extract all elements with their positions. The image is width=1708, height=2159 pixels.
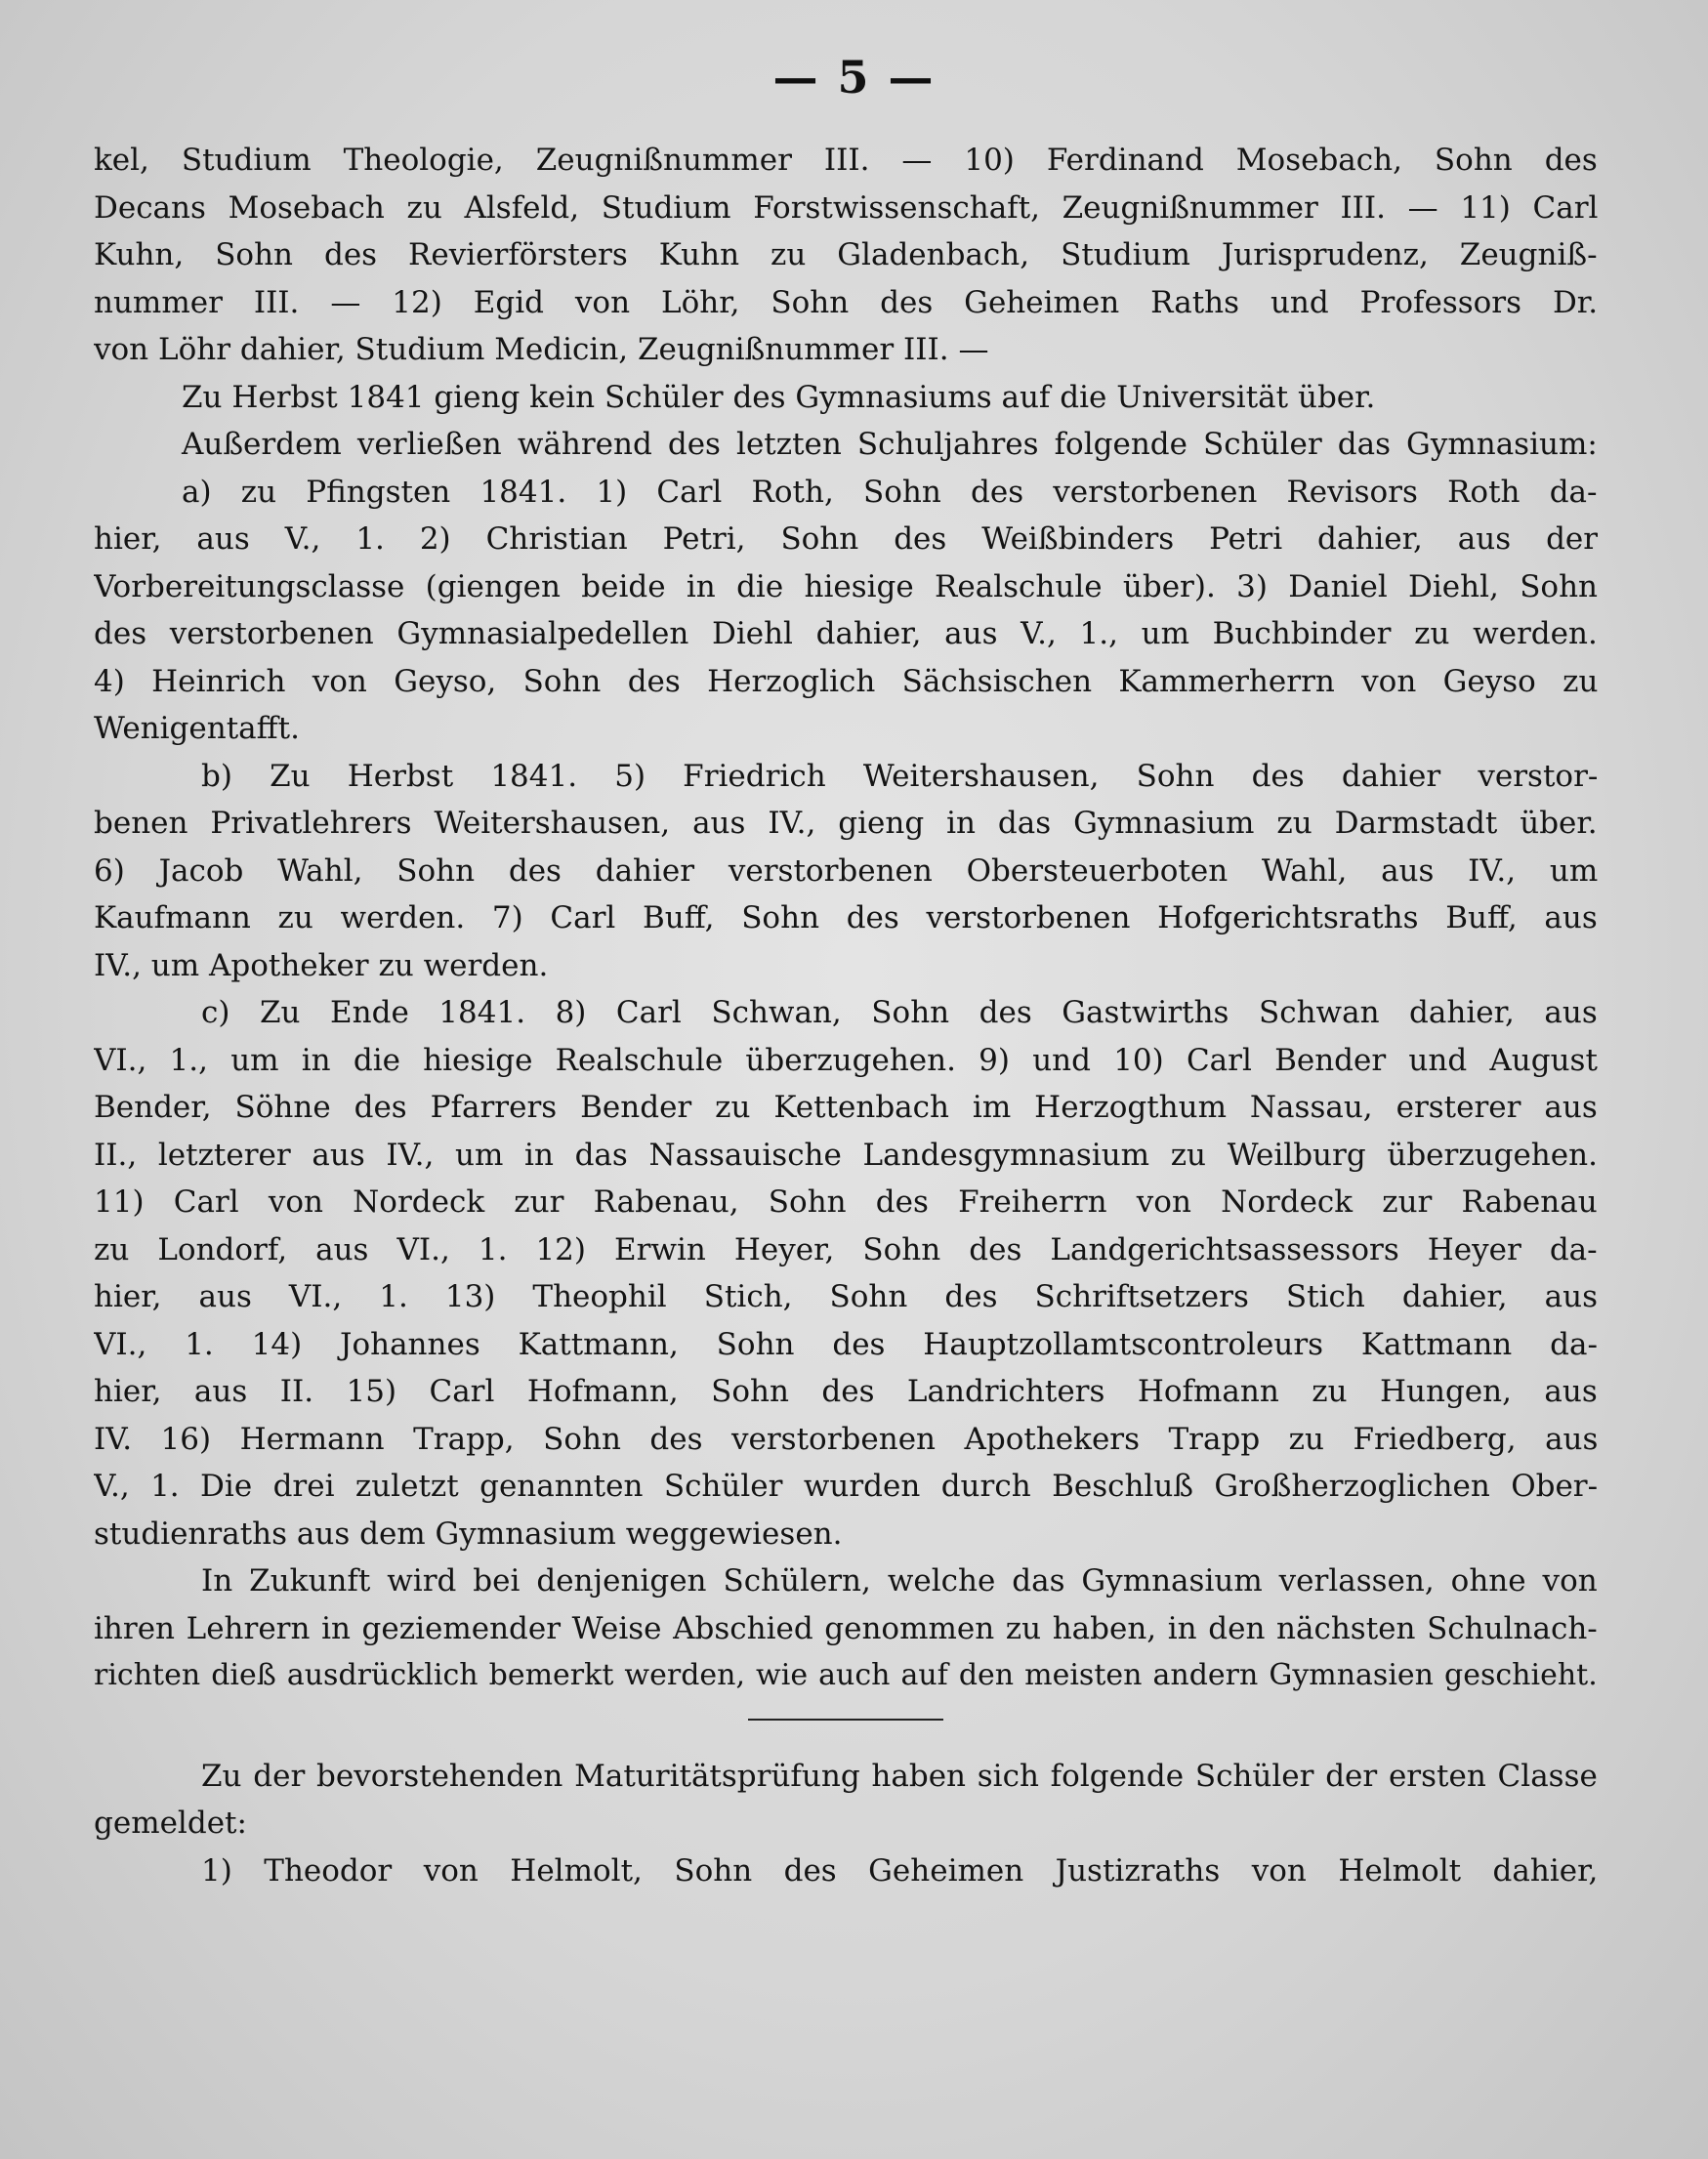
text-line: Zu der bevorstehenden Maturitätsprüfung haben sich folgende Schüler der ersten Classe xyxy=(201,1758,1598,1794)
text-line: Wenigentafft. xyxy=(94,711,300,746)
text-line: IV. 16) Hermann Trapp, Sohn des verstorbenen Apothekers Trapp zu Friedberg, aus xyxy=(94,1421,1598,1457)
text-line: Bender, Söhne des Pfarrers Bender zu Kettenbach im Herzogthum Nassau, ersterer aus xyxy=(94,1090,1598,1125)
text-line: In Zukunft wird bei denjenigen Schülern, welche das Gymnasium verlassen, ohne von xyxy=(201,1563,1598,1598)
text-line: Zu Herbst 1841 gieng kein Schüler des Gymnasiums auf die Universität über. xyxy=(182,379,1376,415)
text-line: 1) Theodor von Helmolt, Sohn des Geheimen Justizraths von Helmolt dahier, xyxy=(201,1852,1598,1889)
text-line: ihren Lehrern in geziemender Weise Abschied genommen zu haben, in den nächsten Schulnach- xyxy=(94,1610,1598,1646)
text-line: Kuhn, Sohn des Revierförsters Kuhn zu Gladenbach, Studium Jurisprudenz, Zeugniß- xyxy=(94,237,1598,272)
text-line: des verstorbenen Gymnasialpedellen Diehl dahier, aus V., 1., um Buchbinder zu werden. xyxy=(94,616,1598,651)
text-line: nummer III. — 12) Egid von Löhr, Sohn des Geheimen Raths und Professors Dr. xyxy=(94,284,1598,320)
section-separator xyxy=(94,1700,1598,1739)
text-line: von Löhr dahier, Studium Medicin, Zeugnißnummer III. — xyxy=(94,332,989,367)
page-number: — 5 — xyxy=(772,51,936,104)
text-line: b) Zu Herbst 1841. 5) Friedrich Weitershausen, Sohn des dahier verstor- xyxy=(201,758,1598,794)
text-line: hier, aus VI., 1. 13) Theophil Stich, Sohn des Schriftsetzers Stich dahier, aus xyxy=(94,1279,1598,1314)
text-line: richten dieß ausdrücklich bemerkt werden, wie auch auf den meisten andern Gymnasien geschieht. xyxy=(94,1658,1598,1692)
text-line: hier, aus V., 1. 2) Christian Petri, Sohn des Weißbinders Petri dahier, aus der xyxy=(94,521,1598,557)
text-line: 6) Jacob Wahl, Sohn des dahier verstorbenen Obersteuerboten Wahl, aus IV., um xyxy=(94,852,1598,889)
text-line: benen Privatlehrers Weitershausen, aus IV., gieng in das Gymnasium zu Darmstadt über. xyxy=(94,806,1598,841)
text-line: c) Zu Ende 1841. 8) Carl Schwan, Sohn des Gastwirths Schwan dahier, aus xyxy=(201,995,1598,1030)
text-line: Außerdem verließen während des letzten Schuljahres folgende Schüler das Gymnasium: xyxy=(182,427,1598,462)
text-line: VI., 1. 14) Johannes Kattmann, Sohn des Hauptzollamtscontroleurs Kattmann da- xyxy=(94,1326,1598,1362)
text-line: IV., um Apotheker zu werden. xyxy=(94,947,549,983)
text-line: Decans Mosebach zu Alsfeld, Studium Forstwissenschaft, Zeugnißnummer III. — 11) Carl xyxy=(94,189,1598,226)
text-line: hier, aus II. 15) Carl Hofmann, Sohn des Landrichters Hofmann zu Hungen, aus xyxy=(94,1374,1598,1409)
text-line: gemeldet: xyxy=(94,1806,247,1841)
text-line: kel, Studium Theologie, Zeugnißnummer III. — 10) Ferdinand Mosebach, Sohn des xyxy=(94,143,1598,178)
text-line: V., 1. Die drei zuletzt genannten Schüler wurden durch Beschluß Großherzoglichen Ober- xyxy=(94,1469,1598,1504)
separator-rule xyxy=(748,1719,943,1721)
text-line: studienraths aus dem Gymnasium weggewiesen. xyxy=(94,1515,843,1552)
text-line: VI., 1., um in die hiesige Realschule überzugehen. 9) und 10) Carl Bender und August xyxy=(94,1042,1598,1078)
text-line: II., letzterer aus IV., um in das Nassauische Landesgymnasium zu Weilburg überzugehen. xyxy=(94,1137,1598,1173)
text-line: 4) Heinrich von Geyso, Sohn des Herzoglich Sächsischen Kammerherrn von Geyso zu xyxy=(94,663,1598,699)
text-line: Kaufmann zu werden. 7) Carl Buff, Sohn des verstorbenen Hofgerichtsraths Buff, aus xyxy=(94,900,1598,935)
text-line: Vorbereitungsclasse (giengen beide in die hiesige Realschule über). 3) Daniel Diehl, Sohn xyxy=(94,568,1598,604)
text-line: a) zu Pfingsten 1841. 1) Carl Roth, Sohn des verstorbenen Revisors Roth da- xyxy=(182,474,1598,510)
text-line: zu Londorf, aus VI., 1. 12) Erwin Heyer, Sohn des Landgerichtsassessors Heyer da- xyxy=(94,1231,1598,1267)
text-line: 11) Carl von Nordeck zur Rabenau, Sohn des Freiherrn von Nordeck zur Rabenau xyxy=(94,1184,1598,1220)
body-text xyxy=(94,137,1598,1894)
